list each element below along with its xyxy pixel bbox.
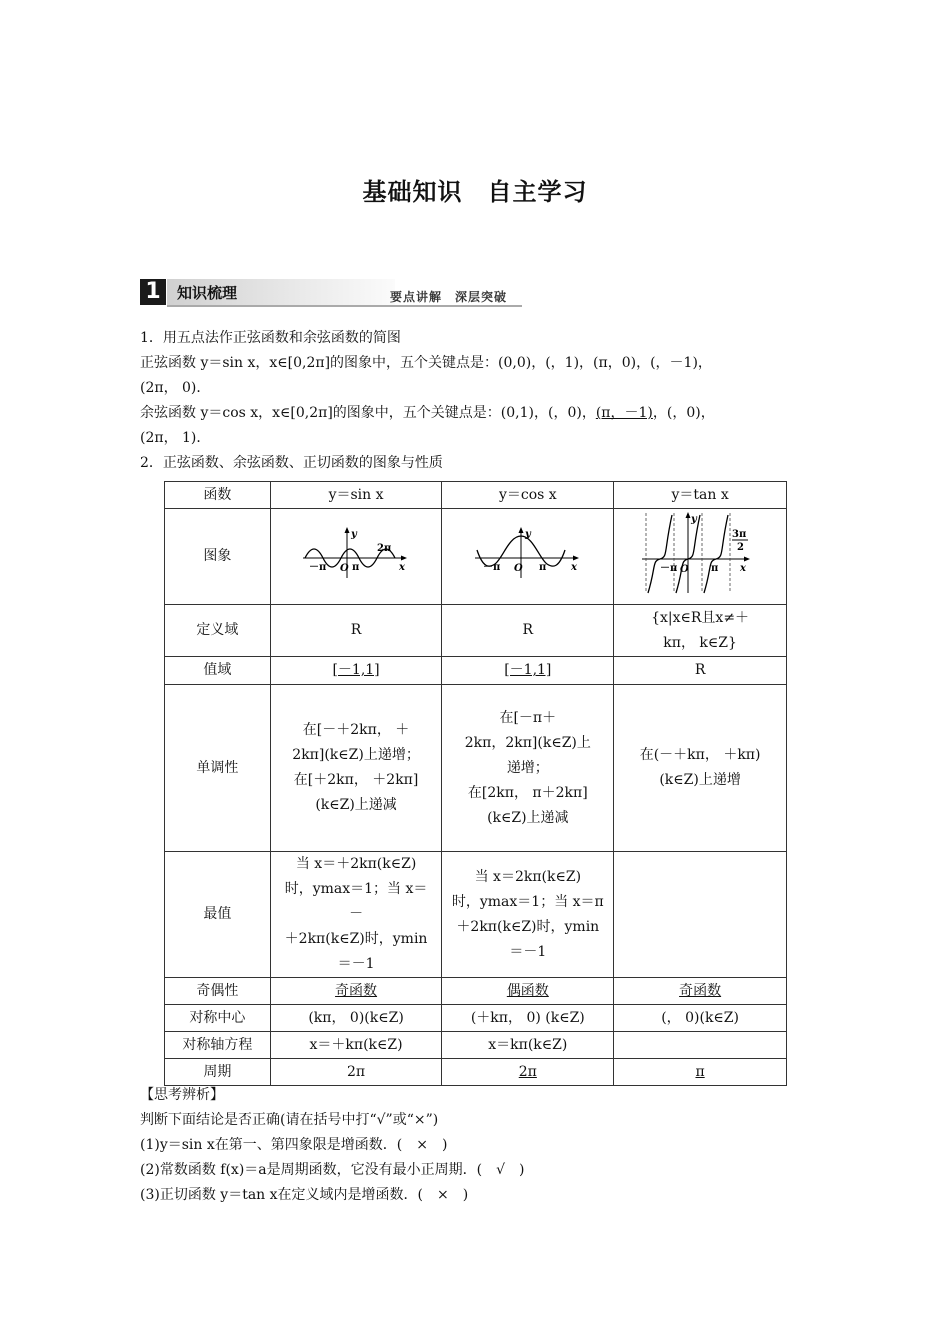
tan-domain [614,605,787,657]
cos-extremum-line: ＋2kπ(k∈Z)时，ymin [456,918,600,935]
table-row-domain [165,605,787,657]
cos-y-label: y [524,529,531,540]
table-row-header [165,482,787,509]
cos-neg-pi-label: －π [482,562,501,573]
sin-parity [270,978,442,1005]
sin-center: (kπ， 0)(k∈Z) [270,1005,442,1032]
cos-monotonic-line: (k∈Z)上递减 [487,809,569,826]
cos-center: (＋kπ， 0) (k∈Z) [442,1005,614,1032]
item-1-heading: 1．用五点法作正弦函数和余弦函数的简图 [140,330,401,346]
sin-neg-pi-label: －π [309,562,327,573]
sin-graph [301,524,411,580]
cos-line-part-a: 余弦函数 y＝cos x，x∈[0,2π]的图象中，五个关键点是：(0,1)，(，0)， [140,405,596,421]
tan-center: (， 0)(k∈Z) [614,1005,787,1032]
row-label: 最值 [165,852,271,978]
sin-extremum [270,852,442,978]
tan-x-arrow [744,557,750,562]
cos-monotonic-line: 2kπ，2kπ](k∈Z)上 [464,734,591,751]
tan-3pi-label: 3π [732,529,747,540]
tan-origin-label: O [680,564,689,575]
section-subtitle: 要点讲解 深层突破 [390,290,508,304]
tan-graph-cell [614,509,787,605]
sin-extremum-line: ＋2kπ(k∈Z)时，ymin [284,931,428,947]
tan-extremum [614,852,787,978]
sin-axis: x＝＋kπ(k∈Z) [270,1032,442,1059]
cos-graph [473,524,583,580]
think-section [140,1083,840,1208]
think-question-3: (3)正切函数 y＝tan x在定义域内是增函数．( × ) [140,1187,469,1203]
row-label: 对称中心 [165,1005,271,1032]
tan-branch-3 [704,515,728,593]
row-label: 对称轴方程 [165,1032,271,1059]
cos-extremum-line: 当 x＝2kπ(k∈Z) [474,868,582,885]
cos-range-value: [－1,1] [504,662,552,678]
sin-monotonic-line: (k∈Z)上递减 [315,797,397,813]
think-question-2: (2)常数函数 f(x)＝a是周期函数，它没有最小正周期．( √ ) [140,1162,525,1178]
tan-y-arrow [686,512,691,518]
cos-parity-value: 偶函数 [506,982,549,999]
sin-origin-label: O [340,563,349,574]
table-row-extremum [165,852,787,978]
tan-period-value: π [695,1063,705,1080]
think-question-1: (1)y＝sin x在第一、第四象限是增函数．( × ) [140,1137,448,1153]
sin-y-label: y [351,529,357,540]
section-divider [167,305,522,307]
sin-key-points-line2: (2π， 0)． [140,380,211,396]
cos-key-points-line2: (2π， 1)． [140,430,211,446]
col-tan-header: y＝tan x [614,482,787,509]
cos-extremum-line: 时，ymax＝1；当 x＝π [451,893,604,910]
row-label: 奇偶性 [165,978,271,1005]
cos-x-label: x [570,562,577,573]
sin-x-arrow [401,556,407,561]
sin-domain: R [270,605,442,657]
section-number: 1 [140,279,166,305]
cos-domain: R [442,605,614,657]
tan-branch-1 [648,515,672,593]
cos-y-arrow [518,527,523,533]
cos-monotonic-line: 在[2kπ， π＋2kπ] [467,784,588,801]
sin-key-points-line1: 正弦函数 y＝sin x，x∈[0,2π]的图象中，五个关键点是：(0,0)，(，1)，(π，0)，(，－1)， [140,355,712,371]
sin-monotonic-line: 2kπ](k∈Z)上递增； [292,747,420,763]
trig-properties-table [164,481,787,1086]
sin-x-label: x [399,562,406,573]
tan-parity [614,978,787,1005]
col-sin-header: y＝sin x [270,482,442,509]
col-cos-header: y＝cos x [442,482,614,509]
table-row-axis [165,1032,787,1059]
table-row-parity [165,978,787,1005]
sin-monotonic-line: 在[－＋2kπ， ＋ [302,722,410,738]
tan-monotonic-line: (k∈Z)上递增 [659,772,741,788]
section-name-box [167,279,395,305]
cos-parity [442,978,614,1005]
tan-graph [640,509,760,595]
row-label: 定义域 [165,605,271,657]
tan-denominator-label: 2 [737,542,745,553]
cos-pi-label: π [538,562,547,573]
table-row-monotonic [165,685,787,852]
row-label: 单调性 [165,685,271,852]
sin-pi-label: π [352,562,360,573]
table-row-period [165,1059,787,1086]
cos-x-arrow [573,556,579,561]
think-title: 【思考辨析】 [140,1087,224,1103]
section-banner [140,279,522,307]
cos-extremum [442,852,614,978]
tan-monotonic [614,685,787,852]
row-label: 图象 [165,509,271,605]
sin-range [270,657,442,685]
sin-period: 2π [270,1059,442,1086]
cos-axis: x＝kπ(k∈Z) [442,1032,614,1059]
tan-range: R [614,657,787,685]
tan-domain-line: {x|x∈R且x≠＋ [651,609,750,626]
sin-range-value: [－1,1] [332,662,380,678]
cos-monotonic [442,685,614,852]
sin-extremum-line: 当 x＝＋2kπ(k∈Z) [295,856,417,872]
sin-monotonic [270,685,442,852]
sin-monotonic-line: 在[＋2kπ， ＋2kπ] [293,772,419,788]
intro-text [140,326,820,476]
cos-period [442,1059,614,1086]
page-title: 基础知识 自主学习 [362,178,588,206]
think-intro: 判断下面结论是否正确(请在括号中打“√”或“×”) [140,1112,439,1128]
row-label: 函数 [165,482,271,509]
table-row-range [165,657,787,685]
tan-pi-label: π [711,563,719,574]
cos-range [442,657,614,685]
cos-key-points-line1 [140,401,820,426]
cos-extremum-line: ＝－1 [509,943,547,960]
tan-neg-pi-label: －π [660,563,678,574]
cos-origin-label: O [513,563,523,574]
sin-parity-value: 奇函数 [335,982,378,999]
tan-x-label: x [740,563,747,574]
sin-extremum-line: 时，ymax＝1；当 x＝－ [284,881,428,922]
section-name: 知识梳理 [177,284,238,302]
row-label: 周期 [165,1059,271,1086]
cos-monotonic-line: 递增； [506,759,549,776]
table-row-center [165,1005,787,1032]
sin-y-arrow [345,527,350,533]
tan-domain-line: kπ， k∈Z} [663,634,737,651]
cos-line-part-b: ，(，0)， [652,405,715,421]
item-2-heading: 2．正弦函数、余弦函数、正切函数的图象与性质 [140,455,443,471]
tan-y-label: y [691,514,697,525]
table-row-graph [165,509,787,605]
tan-monotonic-line: 在(－＋kπ， ＋kπ) [639,747,761,763]
tan-parity-value: 奇函数 [679,982,722,999]
sin-graph-cell [270,509,442,605]
row-label: 值域 [165,657,271,685]
cos-monotonic-line: 在[－π＋ [499,709,557,726]
cos-line-underlined: (π，－1) [595,405,653,421]
sin-2pi-label: 2π [377,543,392,554]
tan-period [614,1059,787,1086]
sin-extremum-line: ＝－1 [337,956,375,972]
tan-axis [614,1032,787,1059]
cos-period-value: 2π [518,1063,537,1080]
cos-graph-cell [442,509,614,605]
